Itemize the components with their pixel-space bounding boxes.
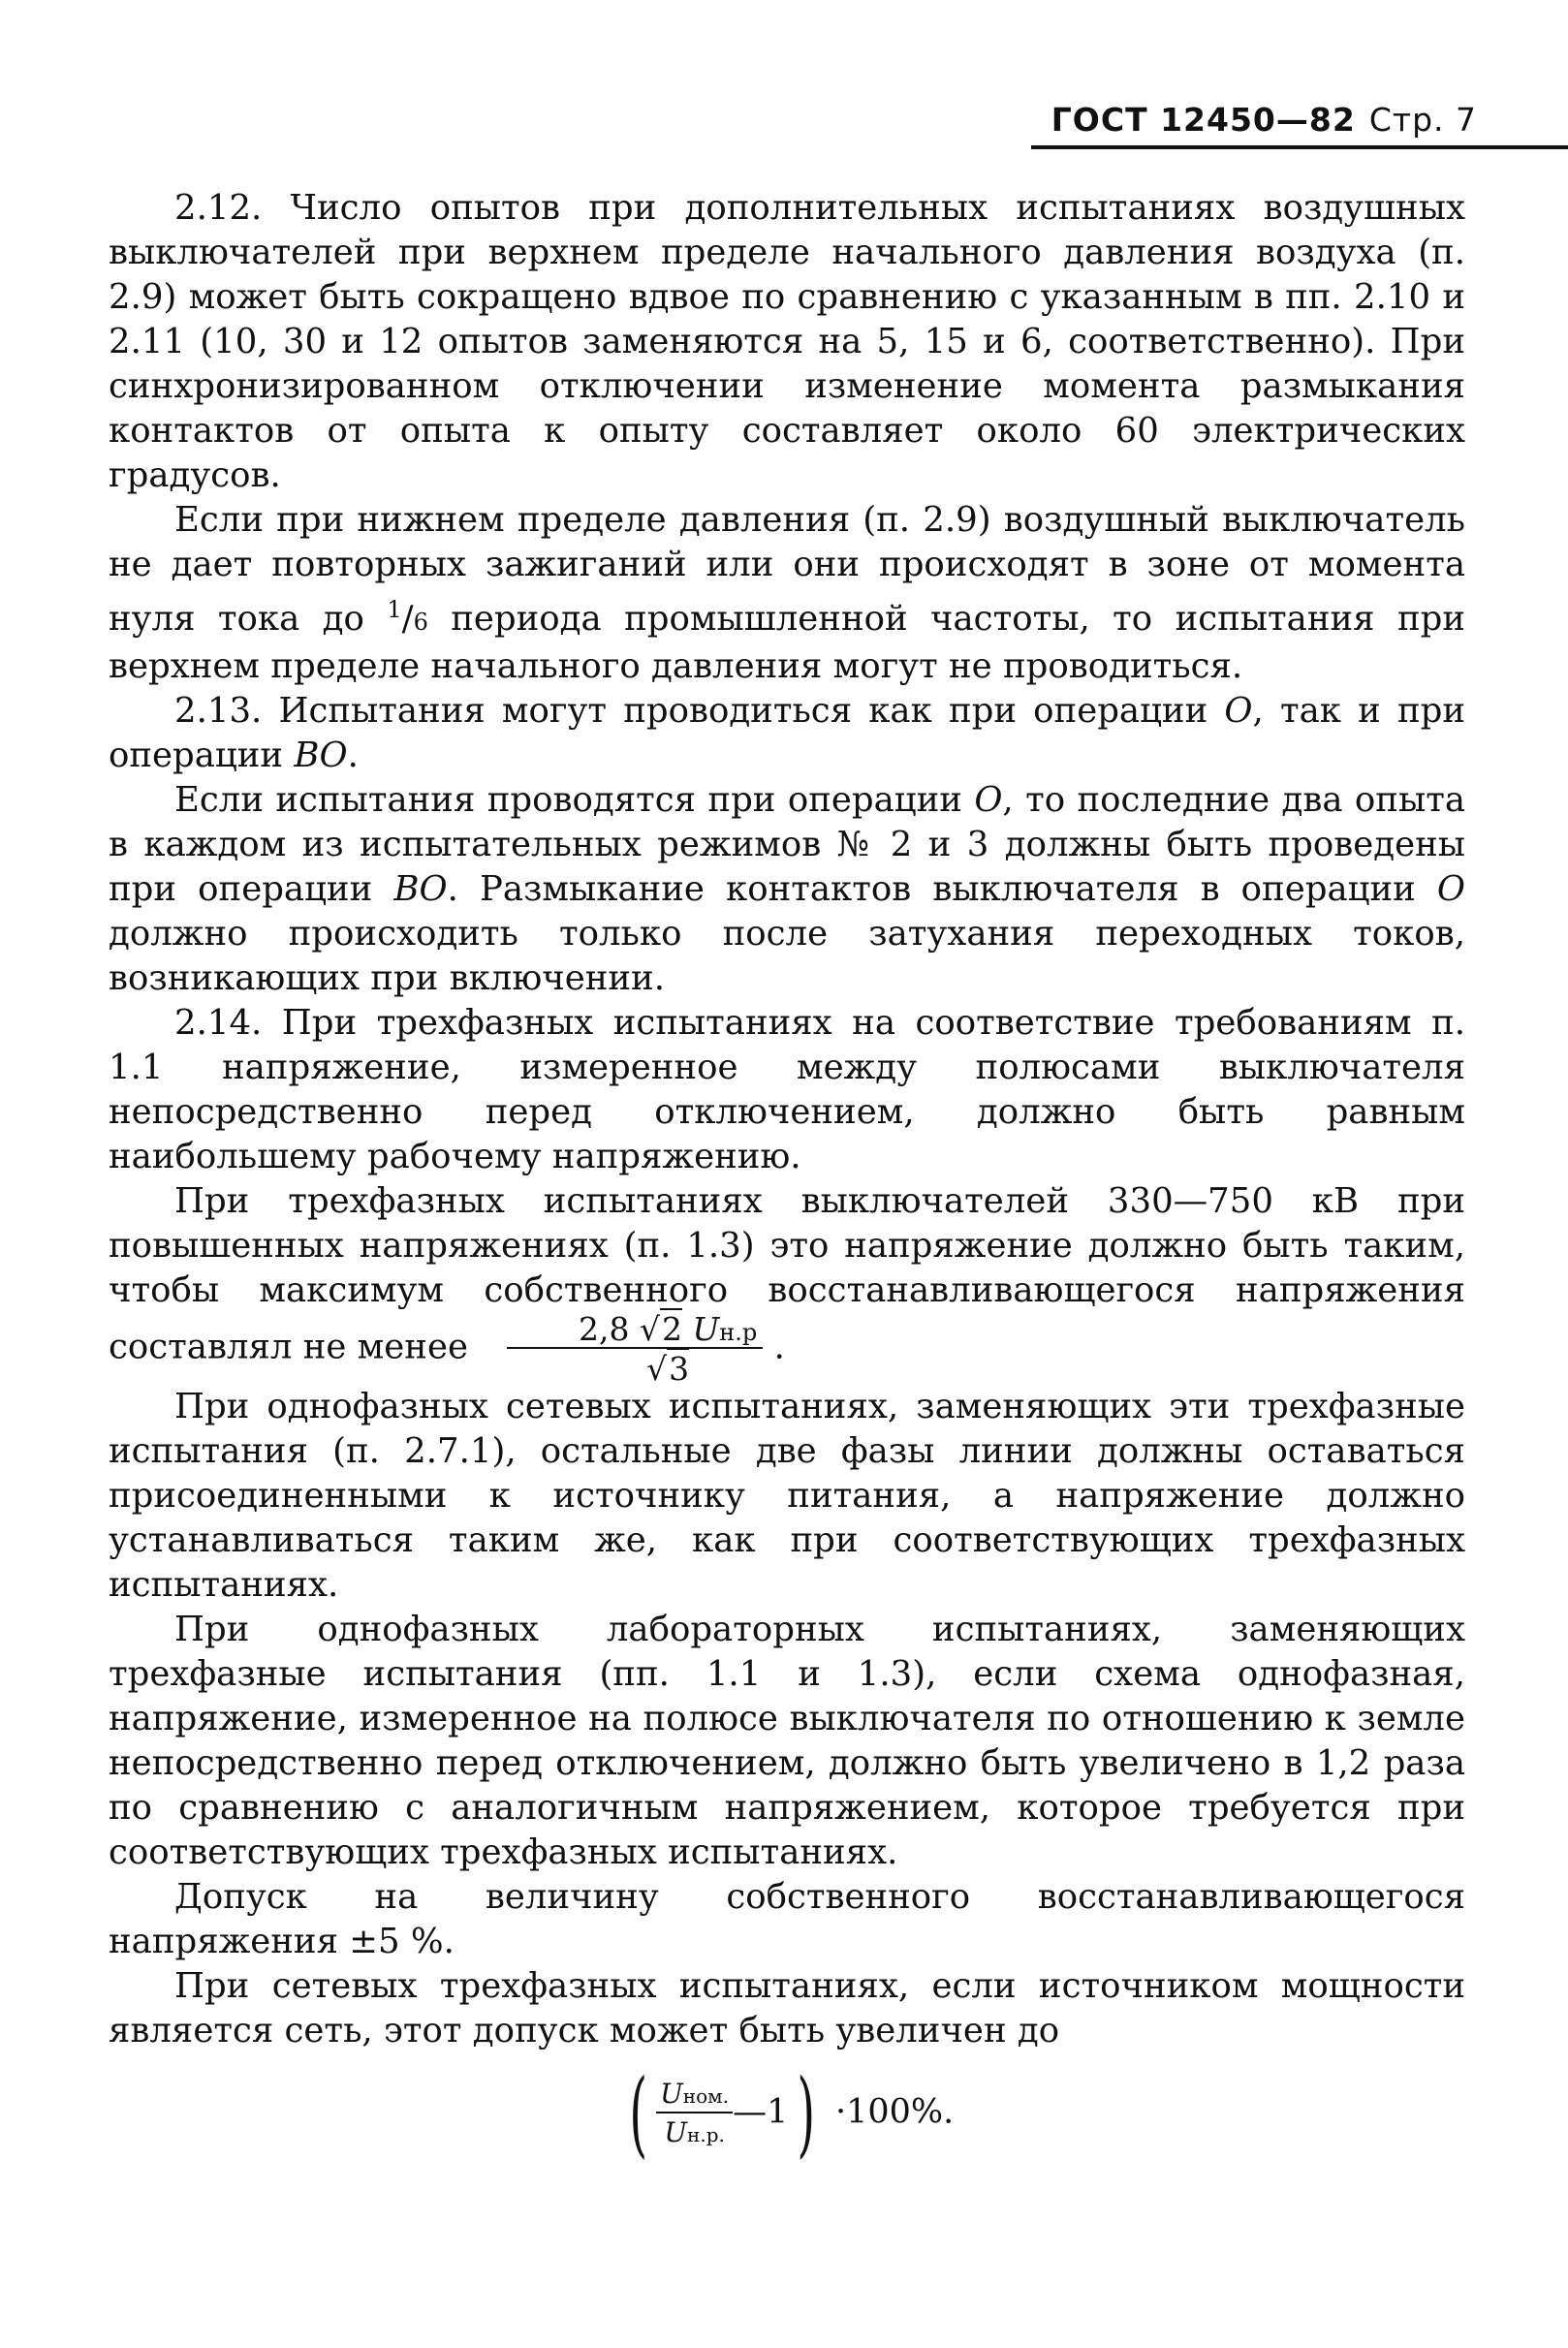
document-page [109,0,1477,2348]
fraction-numerator: 1 [387,596,402,623]
paragraph-2-12: 2.12. Число опытов при дополнительных испытаниях воздушных выключателей при верхнем пределе начального давления воздуха (п. 2.9) может быть сокращено вдвое по сравнению с указанным в пп. 2.10 и 2.11 (10, 30 и 12 опытов заменяются на 5, 15 и 6, соответственно). При синхронизированном отключении изменение момента размыкания контактов от опыта к опыту составляет около 60 электрических градусов. [109,188,1465,495]
paragraph-2-14: 2.14. При трехфазных испытаниях на соответствие требованиям п. 1.1 напряжение, измеренное между полюсами выключателя непосредственно перед отключением, должно быть равным наибольшему рабочему напряжению. [109,1002,1465,1176]
header-rule [1031,145,1568,149]
standard-number: ГОСТ 12450—82 [1051,101,1356,139]
page-number: Стр. 7 [1368,101,1477,139]
paragraph-pressure-lower: Если при нижнем пределе давления (п. 2.9) воздушный выключатель не дает повторных зажиганий или они происходят в зоне от момента нуля тока до $^1$/6 периода промышленной частоты, то испытания при верхнем пределе начального давления могут не проводиться. [109,500,1466,686]
paragraph-single-phase-lab: При однофазных лабораторных испытаниях, заменяющих трехфазные испытания (пп. 1.1 и 1.3), если схема однофазная, напряжение, измеренное на полюсе выключателя по отношению к земле непосредственно перед отключением, должно быть увеличено в 1,2 раза по сравнению с аналогичным напряжением, которое требуется при соответствующих трехфазных испытаниях. [109,1609,1465,1872]
paragraph-tolerance: Допуск на величину собственного восстанавливающегося напряжения ±5 %. [109,1876,1465,1961]
paragraph-330-750kv: При трехфазных испытаниях выключателей 330—750 кВ при повышенных напряжениях (п. 1.3) это напряжение должно быть таким, чтобы максимум собственного восстанавливающегося напряжения составлял не менее $\frac{2,8 √2 Uн.р}{√3}$ . [109,1180,1465,1388]
formula-fraction: $\frac{\text{Uном.}}{Uн.р.}$ [656,2081,733,2146]
paragraph-single-phase-network: При однофазных сетевых испытаниях, заменяющих эти трехфазные испытания (п. 2.7.1), остальные две фазы линии должны оставаться присоединенными к источнику питания, а напряжение должно устанавливаться таким же, как при соответствующих трехфазных испытаниях. [109,1386,1465,1605]
page-header [1051,101,1477,139]
tolerance-formula: ( $\frac{\text{Uном.}}{Uн.р.}$ —1) ·100%. [629,2058,955,2168]
fraction-denominator: 6 [413,608,428,636]
paragraph-network-tolerance: При сетевых трехфазных испытаниях, если источником мощности является сеть, этот допуск может быть увеличен до [109,1965,1465,2051]
body-text [109,186,1466,2168]
paragraph-operation-o: Если испытания проводятся при операции О, то последние два опыта в каждом из испытательных режимов № 2 и 3 должны быть проведены при операции ВО. Размыкание контактов выключателя в операции О должно происходить только после затухания переходных токов, возникающих при включении. [109,779,1466,998]
voltage-fraction: $\frac{2,8 √2 Uн.р}{√3}$ [507,1313,763,1385]
paragraph-2-13: 2.13. Испытания могут проводиться как при операции О, так и при операции ВО. [109,690,1465,775]
